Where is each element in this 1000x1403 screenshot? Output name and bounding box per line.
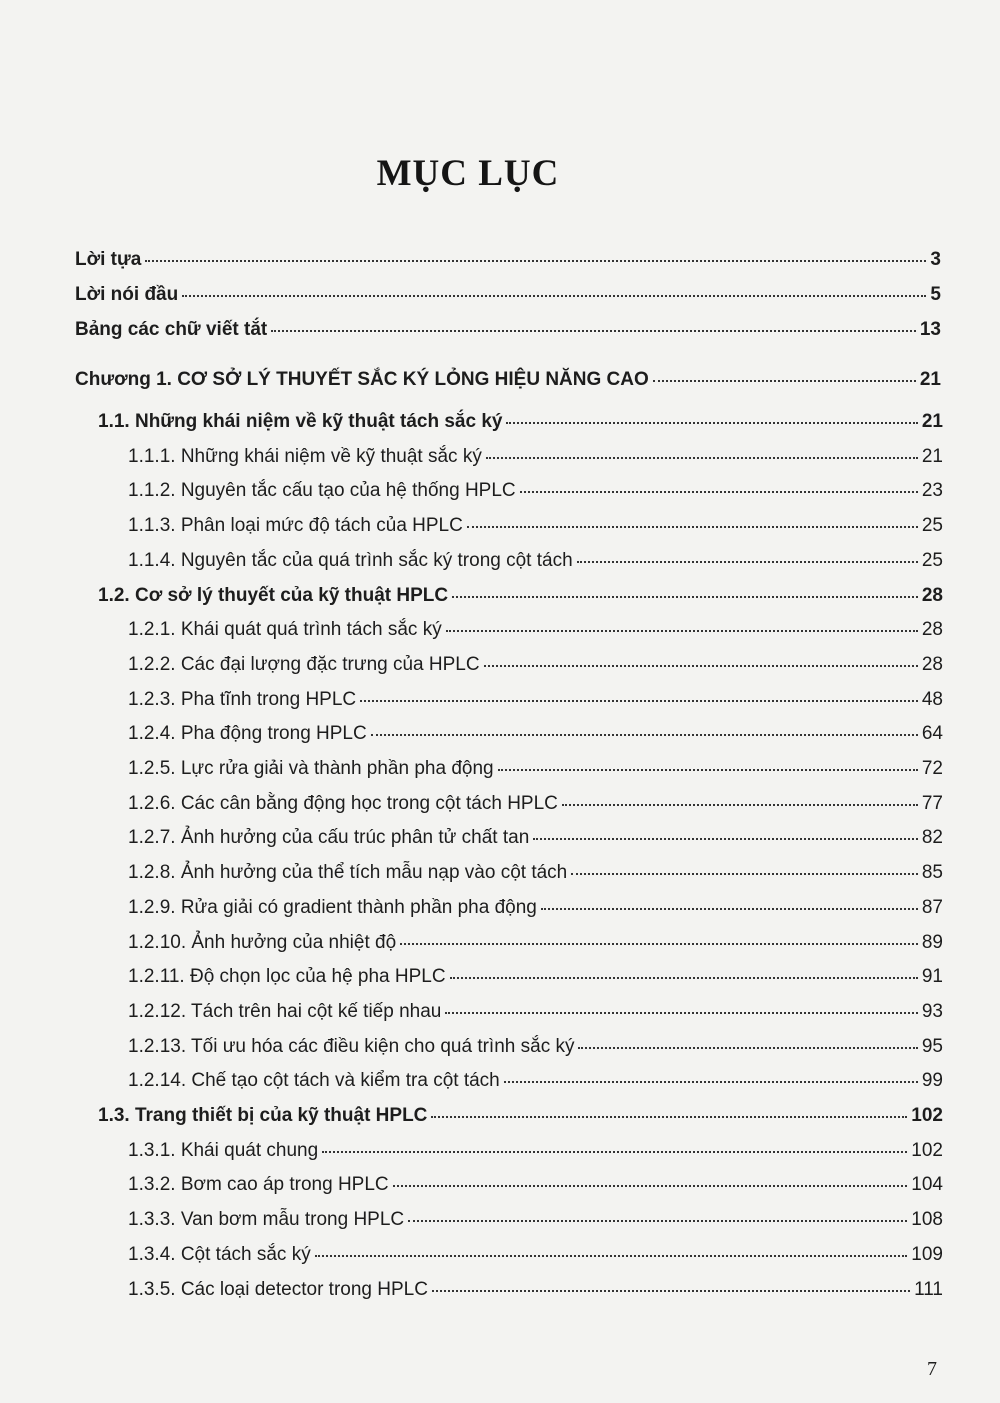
- dot-leader: [408, 1220, 907, 1222]
- toc-entry-page: 21: [921, 446, 943, 467]
- toc-entry-label: 1.2.3. Pha tĩnh trong HPLC: [128, 689, 357, 710]
- toc-entry-label: 1.1.3. Phân loại mức độ tách của HPLC: [128, 515, 463, 536]
- toc-entry-page: 28: [921, 585, 943, 606]
- dot-leader: [182, 295, 926, 297]
- toc-subsection-entry[interactable]: [128, 618, 943, 642]
- toc-entry-page: 5: [930, 284, 941, 305]
- dot-leader: [432, 1290, 910, 1292]
- toc-subsection-entry[interactable]: [128, 1173, 943, 1197]
- toc-subsection-entry[interactable]: [128, 826, 943, 850]
- toc-subsection-entry[interactable]: [128, 514, 943, 538]
- toc-entry-label: 1.2.11. Độ chọn lọc của hệ pha HPLC: [128, 966, 446, 987]
- toc-entry-label: 1.3.1. Khái quát chung: [128, 1140, 319, 1161]
- toc-entry-page: 48: [921, 689, 943, 710]
- toc-entry-page: 99: [921, 1070, 943, 1091]
- dot-leader: [653, 380, 916, 382]
- toc-subsection-entry[interactable]: [128, 722, 943, 746]
- toc-entry-page: 21: [919, 369, 941, 390]
- toc-section-entry[interactable]: [98, 1104, 943, 1128]
- toc-subsection-entry[interactable]: [128, 1139, 943, 1163]
- toc-entry-label: 1.3.5. Các loại detector trong HPLC: [128, 1279, 428, 1300]
- toc-entry-page: 102: [911, 1105, 943, 1126]
- dot-leader: [450, 977, 918, 979]
- toc-subsection-entry[interactable]: [128, 1243, 943, 1267]
- toc-front-matter-entry[interactable]: [75, 283, 941, 307]
- toc-subsection-entry[interactable]: [128, 445, 943, 469]
- toc-entry-label: 1.3.4. Cột tách sắc ký: [128, 1244, 311, 1265]
- dot-leader: [504, 1081, 918, 1083]
- dot-leader: [498, 769, 918, 771]
- toc-entry-page: 13: [919, 319, 941, 340]
- toc-front-matter-entry[interactable]: [75, 318, 941, 342]
- toc-subsection-entry[interactable]: [128, 479, 943, 503]
- dot-leader: [484, 665, 918, 667]
- toc-subsection-entry[interactable]: [128, 653, 943, 677]
- toc-entry-page: 102: [911, 1140, 943, 1161]
- toc-entry-label: Bảng các chữ viết tắt: [75, 319, 268, 340]
- toc-subsection-entry[interactable]: [128, 792, 943, 816]
- toc-entry-page: 91: [921, 966, 943, 987]
- toc-entry-page: 25: [921, 550, 943, 571]
- dot-leader: [360, 700, 918, 702]
- dot-leader: [571, 873, 918, 875]
- dot-leader: [577, 561, 918, 563]
- toc-entry-label: 1.1. Những khái niệm về kỹ thuật tách sắc ký: [98, 411, 503, 432]
- toc-entry-page: 111: [914, 1279, 943, 1300]
- toc-subsection-entry[interactable]: [128, 1278, 943, 1302]
- dot-leader: [541, 908, 918, 910]
- dot-leader: [452, 596, 918, 598]
- toc-entry-page: 21: [921, 411, 943, 432]
- toc-entry-label: Lời nói đầu: [75, 284, 179, 305]
- toc-entry-page: 25: [921, 515, 943, 536]
- toc-entry-label: 1.1.2. Nguyên tắc cấu tạo của hệ thống HPLC: [128, 480, 516, 501]
- page-number: 7: [927, 1358, 937, 1380]
- toc-subsection-entry[interactable]: [128, 1069, 943, 1093]
- toc-entry-label: 1.2.12. Tách trên hai cột kế tiếp nhau: [128, 1001, 442, 1022]
- toc-entry-page: 108: [911, 1209, 943, 1230]
- toc-entry-label: 1.2.6. Các cân bằng động học trong cột tách HPLC: [128, 793, 558, 814]
- toc-entry-label: 1.2.7. Ảnh hưởng của cấu trúc phân tử chất tan: [128, 827, 530, 848]
- toc-entry-page: 95: [921, 1036, 943, 1057]
- toc-entry-label: 1.3. Trang thiết bị của kỹ thuật HPLC: [98, 1105, 428, 1126]
- toc-entry-label: 1.2.13. Tối ưu hóa các điều kiện cho quá trình sắc ký: [128, 1036, 575, 1057]
- dot-leader: [486, 457, 918, 459]
- toc-subsection-entry[interactable]: [128, 1000, 943, 1024]
- toc-entry-page: 3: [930, 249, 941, 270]
- dot-leader: [562, 804, 918, 806]
- toc-entry-page: 93: [921, 1001, 943, 1022]
- toc-subsection-entry[interactable]: [128, 757, 943, 781]
- toc-entry-label: 1.2.1. Khái quát quá trình tách sắc ký: [128, 619, 442, 640]
- toc-subsection-entry[interactable]: [128, 896, 943, 920]
- dot-leader: [400, 943, 918, 945]
- toc-entry-page: 64: [921, 723, 943, 744]
- dot-leader: [371, 734, 918, 736]
- toc-entry-page: 28: [921, 619, 943, 640]
- toc-entry-label: 1.2. Cơ sở lý thuyết của kỹ thuật HPLC: [98, 585, 449, 606]
- toc-entry-page: 104: [911, 1174, 943, 1195]
- toc-subsection-entry[interactable]: [128, 1208, 943, 1232]
- dot-leader: [520, 491, 918, 493]
- toc-entry-label: 1.3.2. Bơm cao áp trong HPLC: [128, 1174, 389, 1195]
- toc-entry-page: 87: [921, 897, 943, 918]
- toc-subsection-entry[interactable]: [128, 549, 943, 573]
- toc-entry-label: 1.1.4. Nguyên tắc của quá trình sắc ký trong cột tách: [128, 550, 573, 571]
- toc-entry-label: 1.2.10. Ảnh hưởng của nhiệt độ: [128, 932, 397, 953]
- dot-leader: [145, 260, 926, 262]
- toc-subsection-entry[interactable]: [128, 1035, 943, 1059]
- toc-entry-label: 1.2.14. Chế tạo cột tách và kiểm tra cột tách: [128, 1070, 500, 1091]
- toc-entry-label: 1.3.3. Van bơm mẫu trong HPLC: [128, 1209, 405, 1230]
- dot-leader: [431, 1116, 907, 1118]
- dot-leader: [467, 526, 918, 528]
- dot-leader: [506, 422, 917, 424]
- dot-leader: [533, 838, 918, 840]
- dot-leader: [271, 330, 916, 332]
- toc-chapter-entry[interactable]: [75, 368, 941, 392]
- toc-section-entry[interactable]: [98, 584, 943, 608]
- toc-entry-page: 77: [921, 793, 943, 814]
- toc-entry-label: Chương 1. CƠ SỞ LÝ THUYẾT SẮC KÝ LỎNG HIỆU NĂNG CAO: [75, 369, 649, 390]
- dot-leader: [446, 630, 918, 632]
- dot-leader: [315, 1255, 908, 1257]
- toc-section-entry[interactable]: [98, 410, 943, 434]
- toc-subsection-entry[interactable]: [128, 861, 943, 885]
- dot-leader: [578, 1047, 917, 1049]
- toc-entry-label: 1.2.4. Pha động trong HPLC: [128, 723, 367, 744]
- toc-entry-label: Lời tựa: [75, 249, 142, 270]
- toc-entry-label: 1.2.5. Lực rửa giải và thành phần pha động: [128, 758, 494, 779]
- toc-entry-page: 109: [911, 1244, 943, 1265]
- page-title: MỤC LỤC: [376, 153, 560, 194]
- toc-entry-page: 82: [921, 827, 943, 848]
- dot-leader: [393, 1185, 908, 1187]
- toc-entry-page: 23: [921, 480, 943, 501]
- toc-entry-label: 1.2.8. Ảnh hưởng của thể tích mẫu nạp vào cột tách: [128, 862, 568, 883]
- toc-entry-label: 1.2.2. Các đại lượng đặc trưng của HPLC: [128, 654, 480, 675]
- dot-leader: [445, 1012, 917, 1014]
- toc-entry-page: 72: [921, 758, 943, 779]
- dot-leader: [322, 1151, 907, 1153]
- toc-entry-label: 1.1.1. Những khái niệm về kỹ thuật sắc ký: [128, 446, 482, 467]
- toc-entry-page: 85: [921, 862, 943, 883]
- toc-front-matter-entry[interactable]: [75, 248, 941, 272]
- toc-subsection-entry[interactable]: [128, 688, 943, 712]
- toc-subsection-entry[interactable]: [128, 965, 943, 989]
- toc-entry-page: 89: [921, 932, 943, 953]
- toc-subsection-entry[interactable]: [128, 931, 943, 955]
- toc-entry-label: 1.2.9. Rửa giải có gradient thành phần pha động: [128, 897, 537, 918]
- toc-entry-page: 28: [921, 654, 943, 675]
